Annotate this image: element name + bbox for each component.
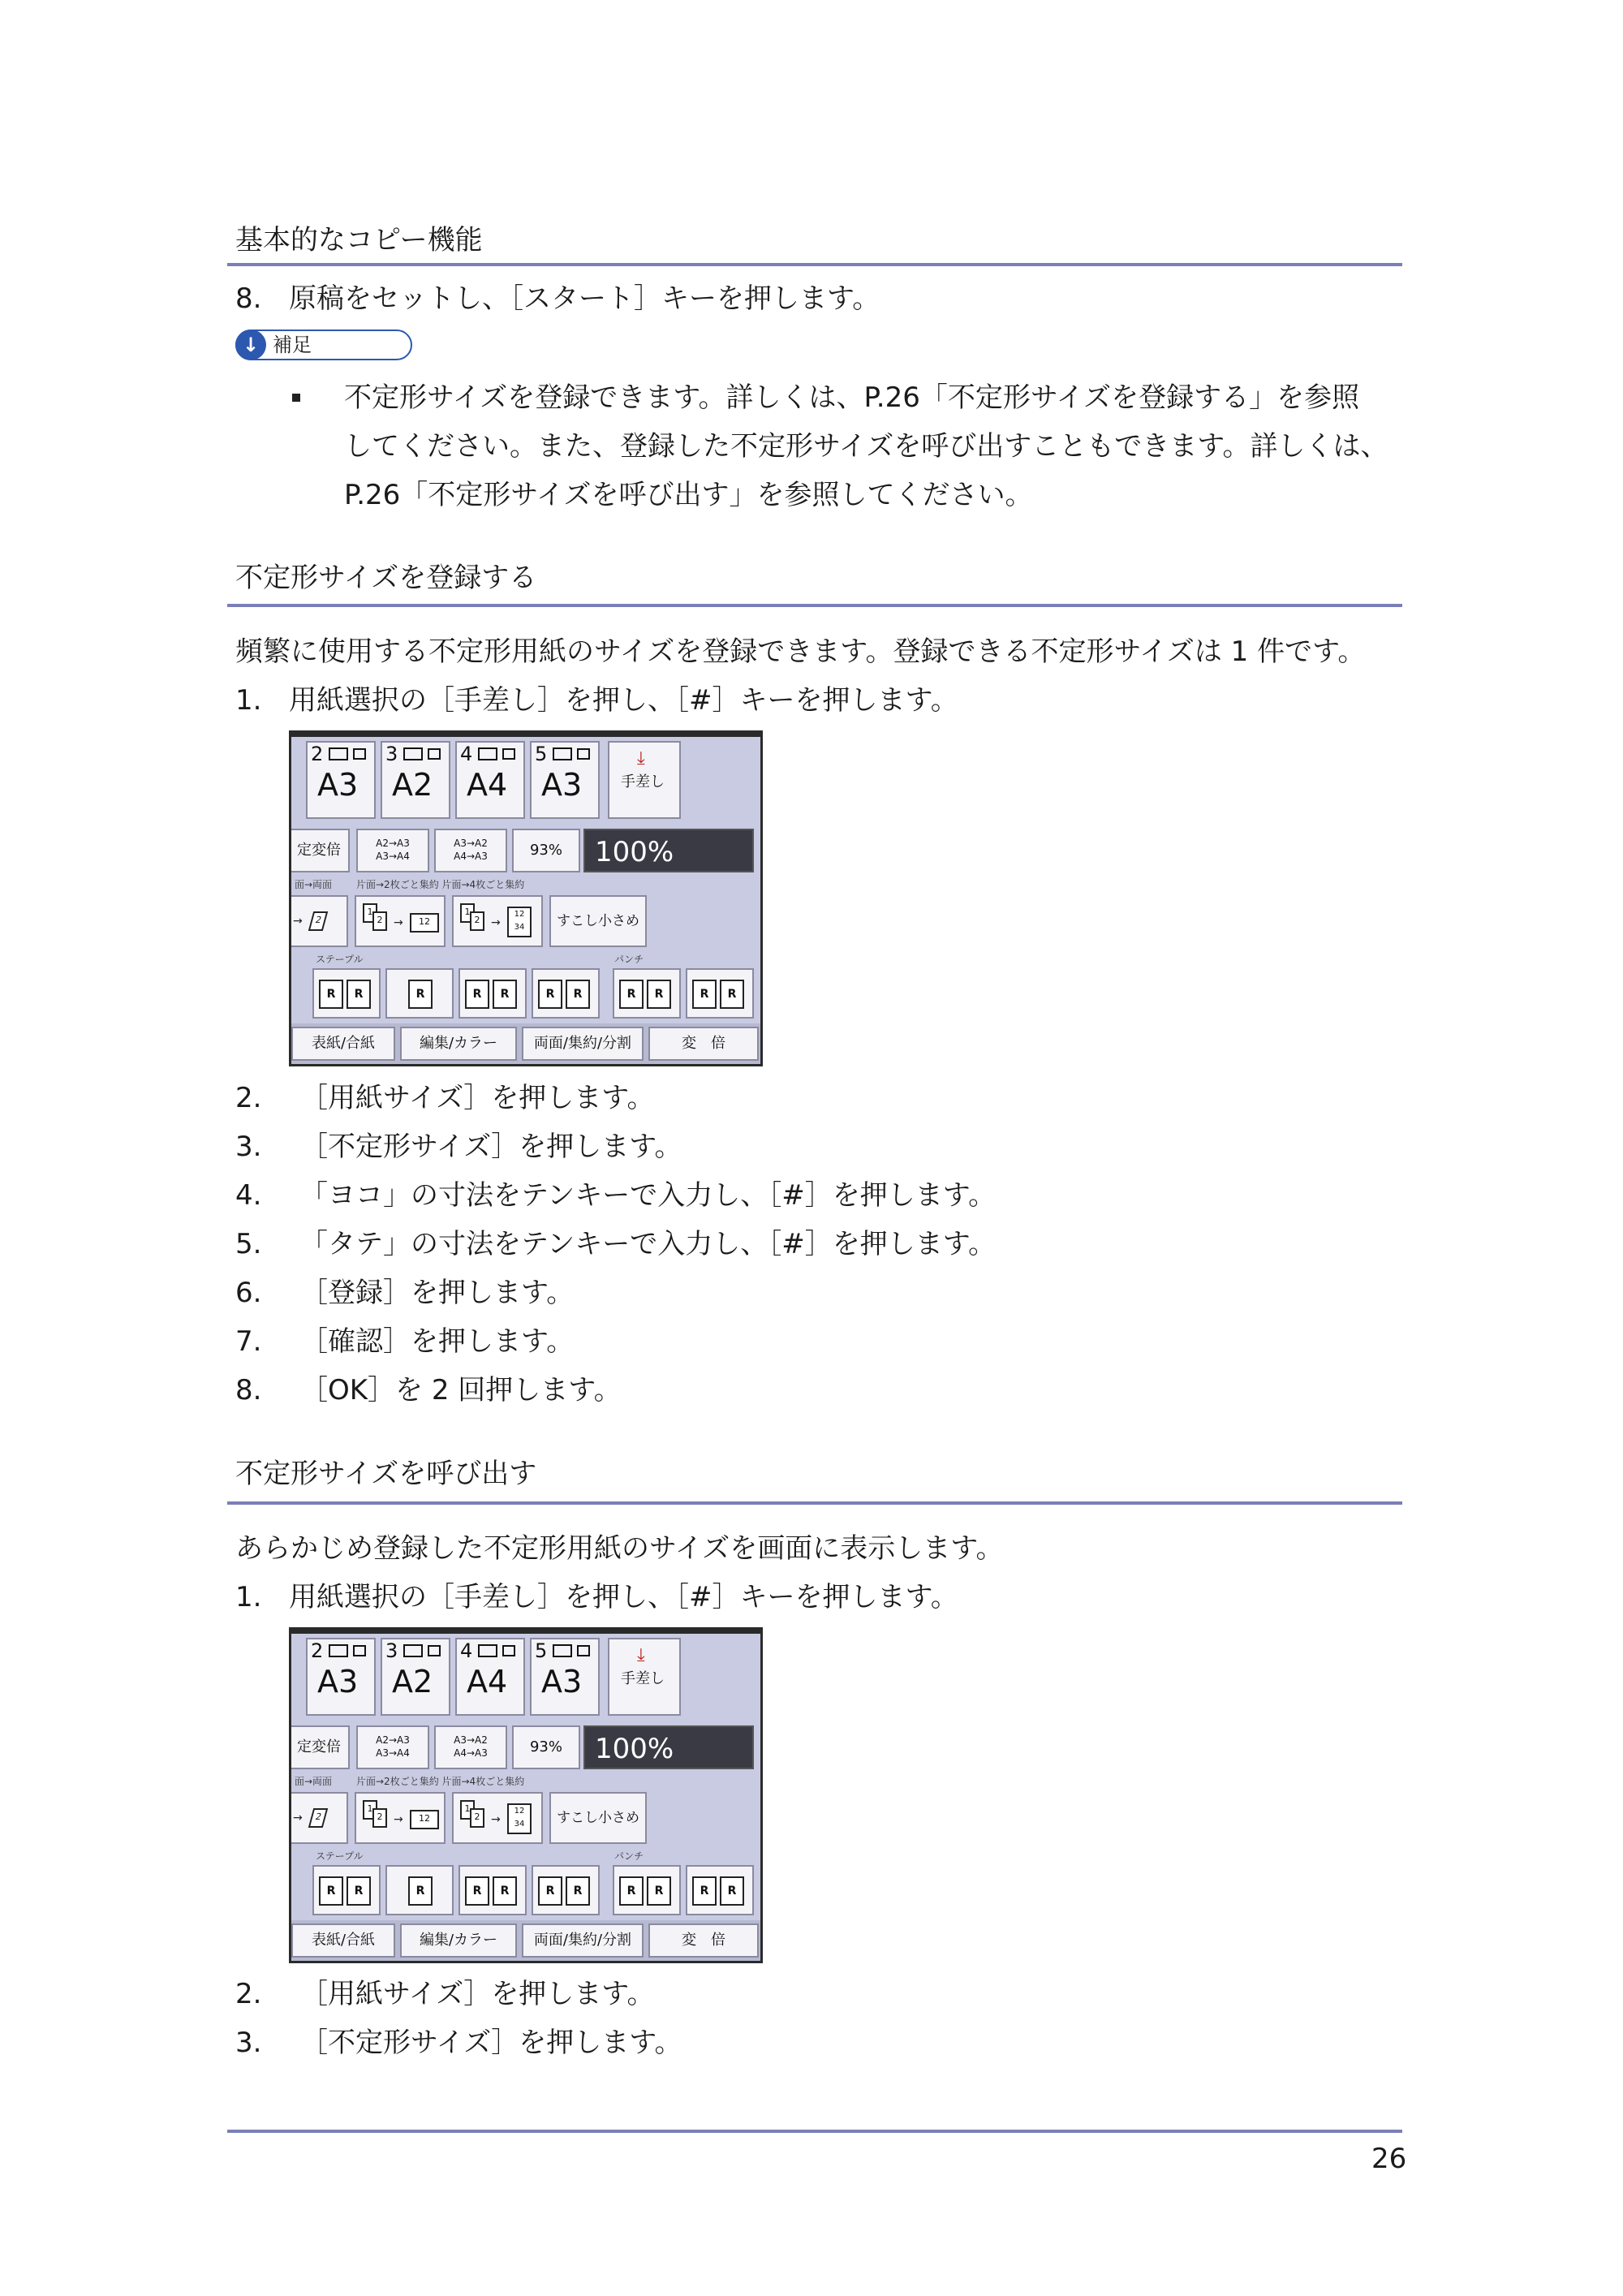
staple-option-button[interactable] (458, 968, 527, 1019)
panel-topbar (291, 733, 760, 737)
punch-option-button[interactable] (613, 968, 681, 1019)
down-arrow-icon: ↓ (235, 330, 266, 360)
arrow-icon: → (293, 915, 303, 928)
zoom-100-button[interactable]: 100% (583, 1725, 754, 1769)
combine-2-button[interactable] (355, 1792, 446, 1844)
staple-page-icon: R (465, 1876, 489, 1906)
duplex-button[interactable] (289, 1792, 348, 1844)
tray-size: A4 (467, 1664, 508, 1699)
bypass-arrow-icon: ⤓ (637, 1645, 645, 1665)
zoom-preset-button[interactable]: A2→A3 A3→A4 (356, 1725, 429, 1769)
punch-page-icon: R (619, 1876, 644, 1906)
punch-option-button[interactable] (686, 968, 754, 1019)
staple-page-icon: R (319, 1876, 343, 1906)
page-icon: 12 34 (507, 907, 532, 937)
paper-orientation-icon (428, 748, 441, 760)
punch-page-icon: R (692, 980, 717, 1009)
staple-page-icon: R (319, 980, 343, 1009)
staple-option-button[interactable] (532, 968, 600, 1019)
step-number: 3. (235, 1131, 262, 1163)
section-rule (227, 1501, 1402, 1505)
step-number: 2. (235, 1978, 262, 2010)
tab-cover[interactable]: 表紙/合紙 (291, 1923, 395, 1958)
staple-page-icon: R (465, 980, 489, 1009)
step-text: ［不定形サイズ］を押します。 (300, 1131, 682, 1163)
duplex-caption: 面→両面 (295, 1776, 333, 1787)
punch-page-icon: R (647, 1876, 671, 1906)
tab-duplex-combine[interactable]: 両面/集約/分割 (522, 1923, 644, 1958)
combine-4-button[interactable] (452, 1792, 543, 1844)
arrow-icon: → (491, 916, 501, 929)
tray-size: A2 (392, 1664, 433, 1699)
staple-page-icon: R (493, 980, 517, 1009)
note-line-3: P.26「不定形サイズを呼び出す」を参照してください。 (344, 479, 1033, 511)
tray-button[interactable] (381, 741, 450, 819)
arrow-icon: → (491, 1813, 501, 1826)
bullet-icon (292, 394, 300, 402)
punch-caption: パンチ (614, 1850, 644, 1862)
tab-cover[interactable]: 表紙/合紙 (291, 1027, 395, 1061)
step-text: 原稿をセットし、［スタート］キーを押します。 (289, 282, 880, 315)
staple-page-icon: R (347, 1876, 371, 1906)
step-text: 「ヨコ」の寸法をテンキーで入力し、［#］を押します。 (300, 1179, 997, 1212)
page-icon: 2 (470, 1808, 484, 1828)
tray-number: 2 (311, 1639, 324, 1662)
function-tabs (291, 1023, 760, 1064)
step-number: 1. (235, 1581, 262, 1613)
paper-orientation-icon (577, 748, 590, 760)
page-icon: 2 (372, 1808, 387, 1828)
staple-option-button[interactable] (458, 1865, 527, 1915)
tray-size: A3 (541, 1664, 583, 1699)
step-text: 用紙選択の［手差し］を押し、［#］キーを押します。 (289, 684, 958, 717)
zoom-93-button[interactable]: 93% (512, 1725, 580, 1769)
bypass-tray-button[interactable] (608, 741, 681, 819)
section-rule (227, 604, 1402, 607)
staple-option-button[interactable] (385, 968, 454, 1019)
page-icon: 2 (372, 911, 387, 931)
page-icon: 1 (363, 1800, 377, 1820)
note-label: 補足 (273, 334, 312, 356)
paper-orientation-icon (502, 1645, 515, 1656)
zoom-preset-button[interactable]: A3→A2 A4→A3 (434, 829, 507, 872)
tray-number: 3 (385, 743, 398, 765)
bypass-label: 手差し (621, 1670, 665, 1687)
tray-number: 4 (460, 1639, 473, 1662)
arrow-icon: → (394, 916, 403, 929)
tray-size: A2 (392, 767, 433, 803)
tray-number: 3 (385, 1639, 398, 1662)
step-text: 用紙選択の［手差し］を押し、［#］キーを押します。 (289, 1581, 958, 1613)
control-panel-screenshot (289, 1627, 763, 1963)
reduce-slightly-button[interactable]: すこし小さめ (549, 1792, 647, 1844)
staple-page-icon: R (347, 980, 371, 1009)
zoom-preset-button[interactable]: A3→A2 A4→A3 (434, 1725, 507, 1769)
footer-rule (227, 2130, 1402, 2133)
staple-page-icon: R (566, 980, 590, 1009)
tab-edit-color[interactable]: 編集/カラー (400, 1923, 517, 1958)
page-icon: 12 (410, 1810, 439, 1829)
step-number: 6. (235, 1277, 262, 1309)
tray-number: 5 (535, 1639, 548, 1662)
section-intro: あらかじめ登録した不定形用紙のサイズを画面に表示します。 (235, 1532, 1004, 1565)
note-line-2: してください。また、登録した不定形サイズを呼び出すこともできます。詳しくは、 (344, 430, 1388, 463)
staple-option-button[interactable] (532, 1865, 600, 1915)
step-number: 1. (235, 684, 262, 717)
step-text: 「タテ」の寸法をテンキーで入力し、［#］を押します。 (300, 1228, 997, 1260)
combine-caption: 片面→2枚ごと集約 片面→4枚ごと集約 (356, 1776, 525, 1787)
tab-zoom[interactable]: 変 倍 (648, 1027, 759, 1061)
punch-page-icon: R (720, 980, 744, 1009)
combine-4-button[interactable] (452, 895, 543, 947)
fixed-zoom-button[interactable]: 定変倍 (289, 829, 350, 872)
function-tabs (291, 1920, 760, 1961)
staple-page-icon: R (408, 1876, 433, 1906)
staple-page-icon: R (538, 980, 562, 1009)
step-number: 5. (235, 1228, 262, 1260)
tray-size: A3 (317, 1664, 359, 1699)
page-icon: 12 34 (507, 1803, 532, 1834)
tray-button[interactable] (530, 741, 600, 819)
paper-stack-icon (553, 747, 572, 760)
step-number: 8. (235, 282, 262, 315)
page-icon: 12 (410, 913, 439, 933)
step-text: ［用紙サイズ］を押します。 (300, 1082, 655, 1114)
page-number: 26 (1371, 2143, 1407, 2175)
tray-number: 5 (535, 743, 548, 765)
control-panel-screenshot (289, 730, 763, 1066)
tray-size: A3 (317, 767, 359, 803)
punch-page-icon: R (720, 1876, 744, 1906)
step-number: 7. (235, 1325, 262, 1358)
page-icon: 1 (363, 903, 377, 923)
page-icon: 1 (460, 1800, 475, 1820)
tray-button[interactable] (306, 741, 376, 819)
paper-stack-icon (403, 1644, 423, 1657)
zoom-93-button[interactable]: 93% (512, 829, 580, 872)
page-icon: 2 (308, 1808, 328, 1828)
tab-duplex-combine[interactable]: 両面/集約/分割 (522, 1027, 644, 1061)
section-intro: 頻繁に使用する不定形用紙のサイズを登録できます。登録できる不定形サイズは 1 件です。 (235, 635, 1366, 668)
page-icon: 1 (460, 903, 475, 923)
tray-size: A4 (467, 767, 508, 803)
tray-button[interactable] (455, 741, 525, 819)
tray-size: A3 (541, 767, 583, 803)
step-text: ［不定形サイズ］を押します。 (300, 2027, 682, 2059)
paper-orientation-icon (353, 1645, 366, 1656)
tab-zoom[interactable]: 変 倍 (648, 1923, 759, 1958)
staple-option-button[interactable] (312, 968, 381, 1019)
staple-caption: ステープル (316, 954, 364, 965)
paper-stack-icon (329, 1644, 348, 1657)
punch-page-icon: R (692, 1876, 717, 1906)
duplex-caption: 面→両面 (295, 879, 333, 890)
staple-page-icon: R (566, 1876, 590, 1906)
section-header: 基本的なコピー機能 (235, 224, 483, 256)
step-text: ［用紙サイズ］を押します。 (300, 1978, 655, 2010)
arrow-icon: → (394, 1813, 403, 1826)
punch-option-button[interactable] (613, 1865, 681, 1915)
punch-page-icon: R (647, 980, 671, 1009)
note-line-1: 不定形サイズを登録できます。詳しくは、P.26「不定形サイズを登録する」を参照 (344, 381, 1360, 414)
staple-caption: ステープル (316, 1850, 364, 1862)
step-text: ［確認］を押します。 (300, 1325, 575, 1358)
paper-orientation-icon (428, 1645, 441, 1656)
paper-stack-icon (478, 1644, 497, 1657)
zoom-preset-button[interactable]: A2→A3 A3→A4 (356, 829, 429, 872)
zoom-100-button[interactable]: 100% (583, 829, 754, 872)
tray-button[interactable] (455, 1638, 525, 1716)
punch-option-button[interactable] (686, 1865, 754, 1915)
bypass-tray-button[interactable] (608, 1638, 681, 1716)
step-number: 2. (235, 1082, 262, 1114)
tray-button[interactable] (530, 1638, 600, 1716)
paper-stack-icon (403, 747, 423, 760)
combine-caption: 片面→2枚ごと集約 片面→4枚ごと集約 (356, 879, 525, 890)
paper-stack-icon (553, 1644, 572, 1657)
fixed-zoom-button[interactable]: 定変倍 (289, 1725, 350, 1769)
duplex-button[interactable] (289, 895, 348, 947)
staple-option-button[interactable] (385, 1865, 454, 1915)
staple-page-icon: R (538, 1876, 562, 1906)
paper-stack-icon (478, 747, 497, 760)
header-rule (227, 263, 1402, 266)
staple-page-icon: R (408, 980, 433, 1009)
step-text: ［登録］を押します。 (300, 1277, 575, 1309)
reduce-slightly-button[interactable]: すこし小さめ (549, 895, 647, 947)
tray-button[interactable] (381, 1638, 450, 1716)
staple-option-button[interactable] (312, 1865, 381, 1915)
section-title-register: 不定形サイズを登録する (235, 562, 537, 594)
punch-caption: パンチ (614, 954, 644, 965)
step-text: ［OK］を 2 回押します。 (300, 1374, 622, 1406)
staple-page-icon: R (493, 1876, 517, 1906)
punch-page-icon: R (619, 980, 644, 1009)
step-number: 4. (235, 1179, 262, 1212)
bypass-arrow-icon: ⤓ (637, 748, 645, 769)
tray-number: 4 (460, 743, 473, 765)
section-title-recall: 不定形サイズを呼び出す (235, 1458, 537, 1490)
step-number: 8. (235, 1374, 262, 1406)
panel-topbar (291, 1630, 760, 1634)
combine-2-button[interactable] (355, 895, 446, 947)
paper-orientation-icon (502, 748, 515, 760)
tray-button[interactable] (306, 1638, 376, 1716)
paper-orientation-icon (577, 1645, 590, 1656)
arrow-icon: → (293, 1811, 303, 1824)
paper-stack-icon (329, 747, 348, 760)
step-number: 3. (235, 2027, 262, 2059)
page-icon: 2 (308, 911, 328, 931)
page-icon: 2 (470, 911, 484, 931)
tray-number: 2 (311, 743, 324, 765)
tab-edit-color[interactable]: 編集/カラー (400, 1027, 517, 1061)
bypass-label: 手差し (621, 773, 665, 790)
paper-orientation-icon (353, 748, 366, 760)
